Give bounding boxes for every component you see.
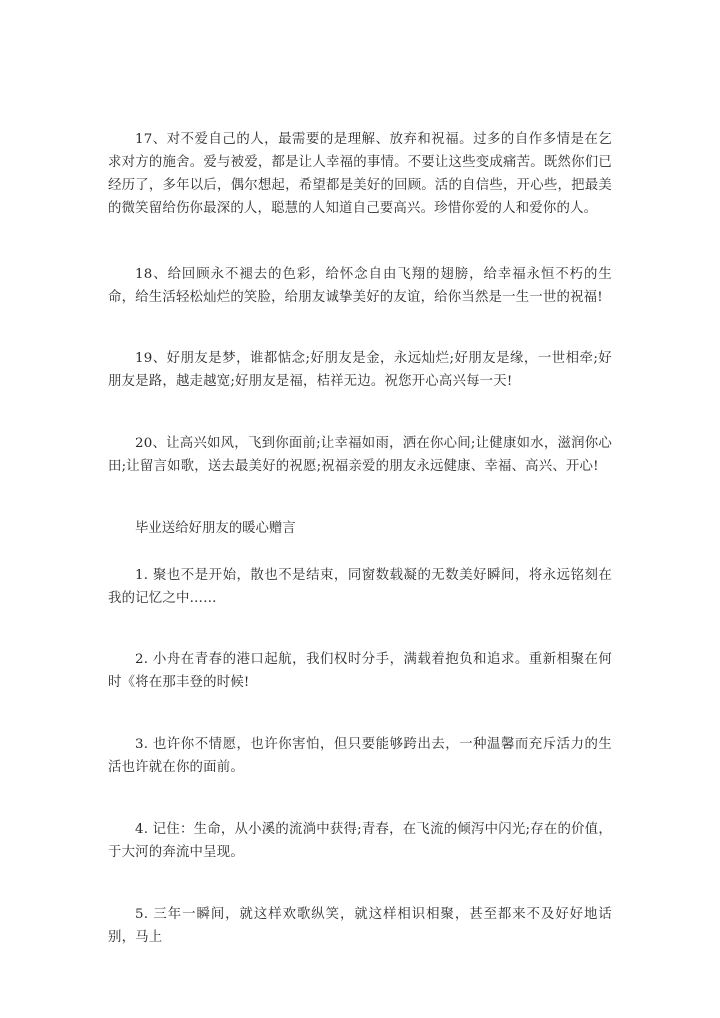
list-item-2: 2. 小舟在青春的港口起航，我们权时分手，满载着抱负和追求。重新相聚在何时《将在那丰登的时候!: [108, 652, 612, 690]
list-item-1: 1. 聚也不是开始，散也不是结束，同窗数载凝的无数美好瞬间，将永远铭刻在我的记忆之中……: [108, 568, 612, 606]
list-item-4: 4. 记住：生命，从小溪的流淌中获得;青春，在飞流的倾泻中闪光;存在的价值，于大河的奔流中呈现。: [108, 822, 612, 860]
paragraph-17: 17、对不爱自己的人，最需要的是理解、放弃和祝福。过多的自作多情是在乞求对方的施舍。爱与被爱，都是让人幸福的事情。不要让这些变成痛苦。既然你们已经历了，多年以后，偶尔想起，希望都是美好的回顾。活的自信些，开心些，把最美的微笑留给伤你最深的人，聪慧的人知道自己要高兴。珍惜你爱的人和爱你的人。: [108, 132, 612, 216]
list-item-3: 3. 也许你不情愿，也许你害怕，但只要能够跨出去，一种温馨而充斥活力的生活也许就在你的面前。: [108, 737, 612, 775]
paragraph-18: 18、给回顾永不褪去的色彩，给怀念自由飞翔的翅膀，给幸福永恒不朽的生命，给生活轻松灿烂的笑脸，给朋友诚挚美好的友谊，给你当然是一生一世的祝福!: [108, 267, 612, 305]
section-heading: 毕业送给好朋友的暖心赠言: [135, 521, 296, 536]
list-item-5: 5. 三年一瞬间，就这样欢歌纵笑，就这样相识相聚，甚至都来不及好好地话别，马上: [108, 907, 612, 945]
paragraph-20: 20、让高兴如风，飞到你面前;让幸福如雨，洒在你心间;让健康如水，滋润你心田;让留言如歌，送去最美好的祝愿;祝福亲爱的朋友永远健康、幸福、高兴、开心!: [108, 436, 612, 474]
paragraph-19: 19、好朋友是梦，谁都惦念;好朋友是金，永远灿烂;好朋友是缘，一世相牵;好朋友是路，越走越宽;好朋友是福，桔祥无边。祝您开心高兴每一天!: [108, 351, 612, 389]
